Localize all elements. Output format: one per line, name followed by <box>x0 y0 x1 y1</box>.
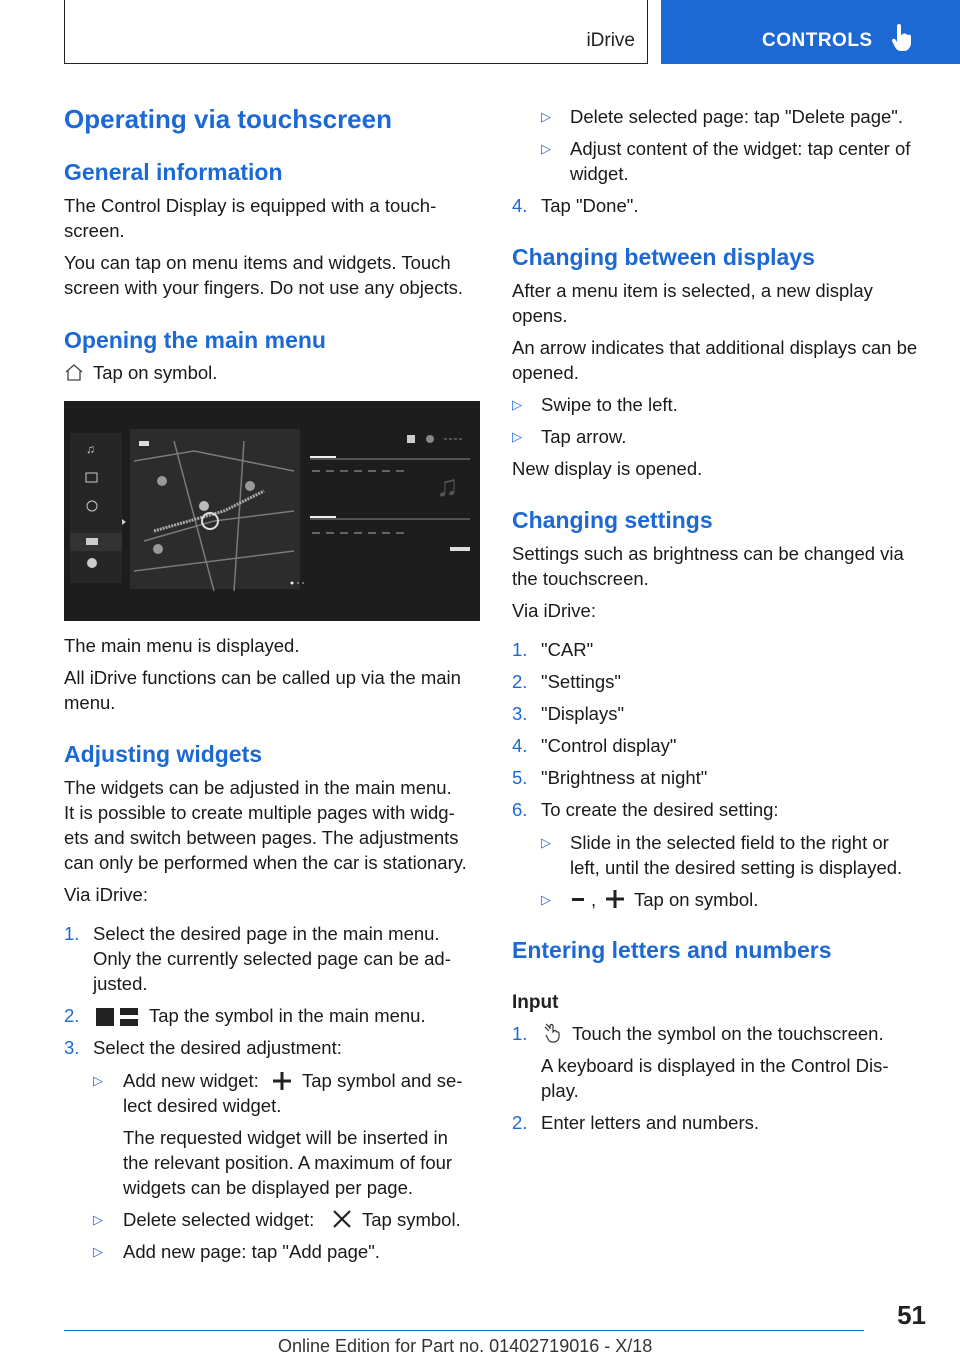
page-grid-icon <box>96 1006 140 1026</box>
keyboard-touch-icon <box>543 1023 565 1043</box>
step-2-number: 2. <box>64 1005 80 1026</box>
text-via-idrive-right: Via iDrive: <box>512 600 596 621</box>
step-1-text-b: Only the currently selected page can be ad‐ <box>93 948 451 969</box>
title-operating-touchscreen: Operating via touchscreen <box>64 104 392 134</box>
step-2-text: Tap the symbol in the main menu. <box>149 1005 426 1026</box>
symbol-separator: , <box>591 889 597 910</box>
bullet-triangle-icon: ▷ <box>541 835 551 850</box>
text-new-display: New display is opened. <box>512 458 703 479</box>
bullet-triangle-icon: ▷ <box>512 397 522 412</box>
step-1-text-c: justed. <box>93 973 148 994</box>
heading-entering-letters: Entering letters and numbers <box>512 937 832 963</box>
bullet-delete-widget-a: Delete selected widget: <box>123 1209 315 1230</box>
text-widgets-1: The widgets can be adjusted in the main menu. <box>64 777 452 798</box>
text-settings-1b: the touchscreen. <box>512 568 649 589</box>
svg-text:♫: ♫ <box>86 442 95 456</box>
text-general-1a: The Control Display is equipped with a touch‐ <box>64 195 437 216</box>
main-menu-screenshot <box>64 401 480 621</box>
text-widgets-3: ets and switch between pages. The adjustments <box>64 827 459 848</box>
heading-adjusting-widgets: Adjusting widgets <box>64 741 263 767</box>
home-icon <box>64 362 84 382</box>
setting-step-1-number: 1. <box>512 639 528 660</box>
setting-step-6-text: To create the desired setting: <box>541 799 779 820</box>
bullet-triangle-icon: ▷ <box>512 429 522 444</box>
bullet-add-page: Add new page: tap "Add page". <box>123 1241 380 1262</box>
bullet-add-widget-c: lect desired widget. <box>123 1095 282 1116</box>
bullet-triangle-icon: ▷ <box>93 1073 103 1088</box>
setting-step-5-number: 5. <box>512 767 528 788</box>
text-change-1b: opens. <box>512 305 568 326</box>
setting-step-4-text: "Control display" <box>541 735 677 756</box>
bullet-triangle-icon: ▷ <box>541 892 551 907</box>
input-step-2-text: Enter letters and numbers. <box>541 1112 759 1133</box>
minus-icon <box>572 896 584 904</box>
setting-step-6-number: 6. <box>512 799 528 820</box>
input-step-1-number: 1. <box>512 1023 528 1044</box>
bullet-slide-a: Slide in the selected field to the right or <box>570 832 889 853</box>
text-general-2a: You can tap on menu items and widgets. Touch <box>64 252 451 273</box>
text-menu-displayed: The main menu is displayed. <box>64 635 300 656</box>
heading-changing-settings: Changing settings <box>512 507 713 533</box>
text-general-1b: screen. <box>64 220 125 241</box>
setting-step-5-text: "Brightness at night" <box>541 767 708 788</box>
touch-hand-icon <box>891 24 913 52</box>
bullet-add-widget-a: Add new widget: <box>123 1070 259 1091</box>
bullet-triangle-icon: ▷ <box>541 141 551 156</box>
setting-step-3-number: 3. <box>512 703 528 724</box>
text-change-2b: opened. <box>512 362 579 383</box>
step-4-text: Tap "Done". <box>541 195 639 216</box>
text-change-2a: An arrow indicates that additional displays can be <box>512 337 918 358</box>
text-settings-1a: Settings such as brightness can be changed via <box>512 543 904 564</box>
page-number: 51 <box>897 1300 926 1330</box>
step-1-text-a: Select the desired page in the main menu. <box>93 923 440 944</box>
heading-input: Input <box>512 992 559 1013</box>
text-tap-symbol: Tap on symbol. <box>93 362 218 383</box>
footer-divider <box>64 1330 864 1331</box>
step-1-number: 1. <box>64 923 80 944</box>
setting-step-1-text: "CAR" <box>541 639 594 660</box>
bullet-tap-arrow: Tap arrow. <box>541 426 627 447</box>
svg-text:♫: ♫ <box>436 470 459 503</box>
text-via-idrive-left: Via iDrive: <box>64 884 148 905</box>
bullet-triangle-icon: ▷ <box>541 109 551 124</box>
header-chapter-box <box>661 0 960 64</box>
bullet-delete-page: Delete selected page: tap "Delete page". <box>570 106 903 127</box>
text-widgets-4: can only be performed when the car is stationary. <box>64 852 467 873</box>
widget-insert-text-b: the relevant position. A maximum of four <box>123 1152 453 1173</box>
widget-insert-text-a: The requested widget will be inserted in <box>123 1127 448 1148</box>
bullet-swipe-left: Swipe to the left. <box>541 394 678 415</box>
plus-icon <box>605 889 625 909</box>
setting-step-2-number: 2. <box>512 671 528 692</box>
heading-general-information: General information <box>64 159 283 185</box>
text-all-functions-b: menu. <box>64 692 116 713</box>
header-section-box <box>64 0 648 64</box>
bullet-adjust-content-b: widget. <box>570 163 629 184</box>
footer-edition: Online Edition for Part no. 01402719016 - X/18 <box>278 1336 653 1356</box>
input-keyboard-text-a: A keyboard is displayed in the Control Dis‐ <box>541 1055 889 1076</box>
step-4-number: 4. <box>512 195 528 216</box>
setting-step-3-text: "Displays" <box>541 703 625 724</box>
main-menu-illustration <box>64 401 480 621</box>
text-change-1a: After a menu item is selected, a new display <box>512 280 873 301</box>
text-general-2b: screen with your fingers. Do not use any objects. <box>64 277 463 298</box>
input-step-1-text: Touch the symbol on the touchscreen. <box>572 1023 884 1044</box>
step-3-text: Select the desired adjustment: <box>93 1037 342 1058</box>
text-widgets-2: It is possible to create multiple pages with widg‐ <box>64 802 455 823</box>
plus-icon <box>272 1071 292 1091</box>
bullet-slide-b: left, until the desired setting is displayed. <box>570 857 903 878</box>
input-keyboard-text-b: play. <box>541 1080 579 1101</box>
bullet-adjust-content-a: Adjust content of the widget: tap center of <box>570 138 911 159</box>
step-3-number: 3. <box>64 1037 80 1058</box>
input-step-2-number: 2. <box>512 1112 528 1133</box>
bullet-add-widget-b: Tap symbol and se‐ <box>302 1070 463 1091</box>
setting-step-4-number: 4. <box>512 735 528 756</box>
bullet-triangle-icon: ▷ <box>93 1212 103 1227</box>
heading-changing-displays: Changing between displays <box>512 244 815 270</box>
text-all-functions-a: All iDrive functions can be called up via the main <box>64 667 461 688</box>
bullet-tap-symbol: Tap on symbol. <box>634 889 759 910</box>
close-icon <box>332 1209 352 1229</box>
heading-opening-main-menu: Opening the main menu <box>64 327 326 353</box>
header-section: iDrive <box>586 30 635 51</box>
header-chapter: CONTROLS <box>762 30 873 51</box>
widget-insert-text-c: widgets can be displayed per page. <box>123 1177 414 1198</box>
bullet-triangle-icon: ▷ <box>93 1244 103 1259</box>
setting-step-2-text: "Settings" <box>541 671 621 692</box>
bullet-delete-widget-b: Tap symbol. <box>362 1209 461 1230</box>
